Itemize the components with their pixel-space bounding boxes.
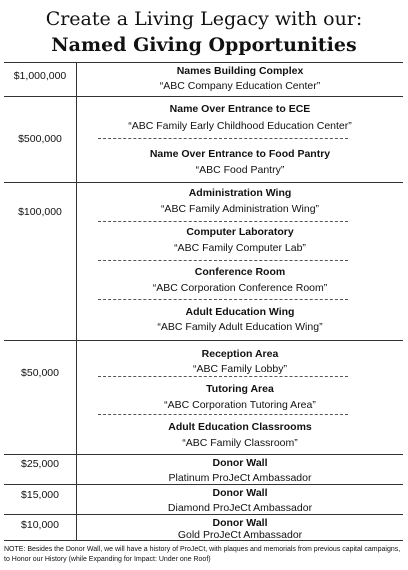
tier-amount: $25,000 <box>21 458 59 470</box>
item-title: Reception Area <box>201 348 279 360</box>
item-divider <box>98 221 348 222</box>
item-title: Conference Room <box>194 266 286 278</box>
item-divider <box>98 299 348 300</box>
tier-divider <box>4 514 403 515</box>
column-divider <box>76 62 77 540</box>
tier-divider <box>4 340 403 341</box>
item-subtitle: “ABC Family Computer Lab” <box>174 242 306 254</box>
item-subtitle: “ABC Corporation Tutoring Area” <box>164 399 316 411</box>
item-title: Administration Wing <box>188 187 292 199</box>
page-title-line1: Create a Living Legacy with our: <box>45 8 363 30</box>
tier-divider <box>4 484 403 485</box>
item-subtitle: “ABC Corporation Conference Room” <box>152 282 328 294</box>
tier-divider <box>4 96 403 97</box>
table-top-rule <box>4 62 403 63</box>
item-title: Name Over Entrance to Food Pantry <box>149 148 331 160</box>
item-divider <box>98 138 348 139</box>
item-title: Name Over Entrance to ECE <box>169 103 311 115</box>
tier-divider <box>4 182 403 183</box>
item-divider <box>98 376 348 377</box>
item-subtitle: “ABC Family Classroom” <box>182 437 298 449</box>
item-subtitle: “ABC Family Adult Education Wing” <box>157 321 323 333</box>
item-divider <box>98 260 348 261</box>
item-title: Computer Laboratory <box>186 226 294 238</box>
item-subtitle: “ABC Food Pantry” <box>195 164 285 176</box>
item-divider <box>98 414 348 415</box>
tier-amount: $15,000 <box>21 489 59 501</box>
item-subtitle: “ABC Family Lobby” <box>193 363 287 375</box>
item-title: Donor Wall <box>212 487 268 499</box>
item-title: Adult Education Classrooms <box>168 421 312 433</box>
item-subtitle: “ABC Family Administration Wing” <box>160 203 320 215</box>
item-title: Names Building Complex <box>176 65 304 77</box>
item-title: Tutoring Area <box>206 383 274 395</box>
tier-amount: $500,000 <box>18 133 62 145</box>
tier-divider <box>4 454 403 455</box>
tier-amount: $10,000 <box>21 519 59 531</box>
item-subtitle: “ABC Company Education Center” <box>159 80 321 92</box>
tier-amount: $1,000,000 <box>13 70 67 82</box>
item-subtitle: Platinum ProJeCt Ambassador <box>168 472 312 484</box>
tier-amount: $100,000 <box>18 206 62 218</box>
item-subtitle: Diamond ProJeCt Ambassador <box>167 502 313 514</box>
page-title-line2: Named Giving Opportunities <box>51 34 357 56</box>
item-title: Adult Education Wing <box>185 306 295 318</box>
item-title: Donor Wall <box>212 457 268 469</box>
footnote: NOTE: Besides the Donor Wall, we will have a history of ProJeCt, with plaques and memorials from previous capital campaigns, to Honor our History (while Expanding for Impact: Under one Roof) <box>4 546 401 563</box>
tier-amount: $50,000 <box>21 367 59 379</box>
item-subtitle: “ABC Family Early Childhood Education Center” <box>128 120 352 132</box>
item-title: Donor Wall <box>212 517 268 529</box>
item-subtitle: Gold ProJeCt Ambassador <box>177 529 303 541</box>
